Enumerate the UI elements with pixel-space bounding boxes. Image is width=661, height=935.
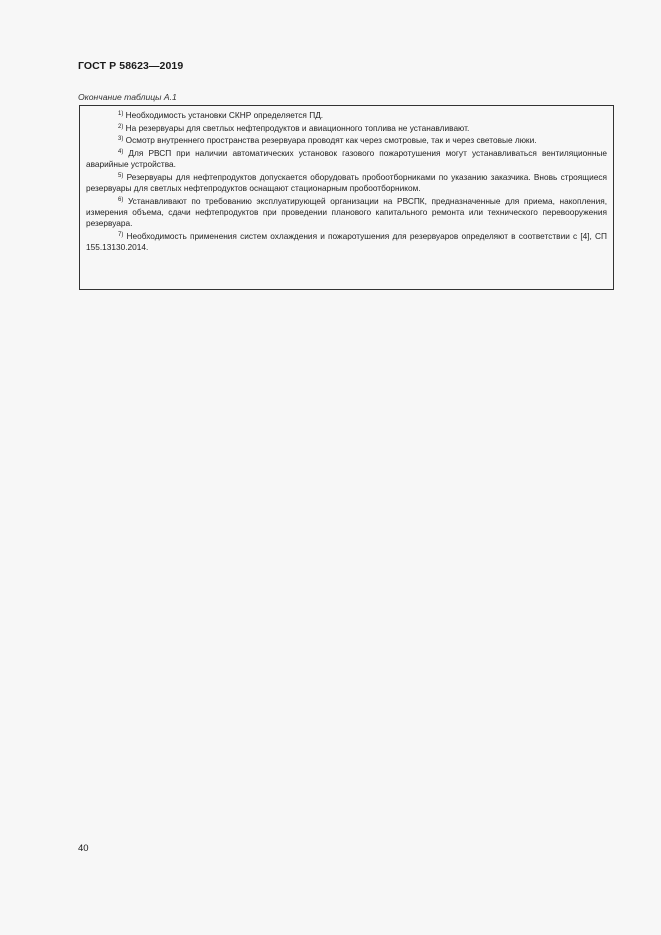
- footnote-2: [86, 123, 607, 134]
- footnote-text: Осмотр внутреннего пространства резервуара проводят как через смотровые, так и через световые люки.: [125, 135, 537, 146]
- footnote-mark: 1): [118, 111, 124, 117]
- footnote-text: Резервуары для нефтепродуктов допускается оборудовать пробоотборниками по указанию заказчика. Вновь строящиеся резервуары для светлых нефтепродуктов оснащают стационарным пробоотборником.: [86, 172, 607, 194]
- page-number: 40: [78, 843, 89, 854]
- footnote-text: Для РВСП при наличии автоматических установок газового пожаротушения могут устанавливаться вентиляционные аварийные устройства.: [86, 148, 607, 170]
- footnote-4: [86, 148, 607, 170]
- footnote-mark: 4): [118, 149, 124, 156]
- footnote-mark: 2): [118, 123, 124, 130]
- footnote-1: [86, 110, 607, 121]
- footnote-text: Необходимость установки СКНР определяется ПД.: [125, 110, 324, 120]
- footnote-mark: 6): [118, 196, 124, 203]
- standard-header: ГОСТ Р 58623—2019: [78, 60, 184, 72]
- table-caption: Окончание таблицы А.1: [78, 92, 177, 102]
- footnote-5: [86, 172, 607, 194]
- footnote-6: [86, 196, 607, 230]
- footnote-text: Устанавливают по требованию эксплуатирующей организации на РВСПК, предназначенные для приема, накопления, измерения объема, сдачи нефтепродуктов при проведении планового капитального ремонта или технического перевооружения резервуара.: [86, 195, 608, 229]
- footnote-7: [86, 231, 607, 253]
- footnote-mark: 3): [118, 136, 124, 143]
- footnote-3: [86, 135, 607, 146]
- footnote-text: На резервуары для светлых нефтепродуктов и авиационного топлива не устанавливают.: [125, 122, 470, 133]
- footnote-mark: 5): [118, 173, 124, 180]
- table-notes: [79, 105, 614, 290]
- footnote-text: Необходимость применения систем охлаждения и пожаротушения для резервуаров определяют в соответствии с [4], СП 155.13130.2014.: [86, 231, 607, 253]
- footnote-mark: 7): [118, 232, 124, 239]
